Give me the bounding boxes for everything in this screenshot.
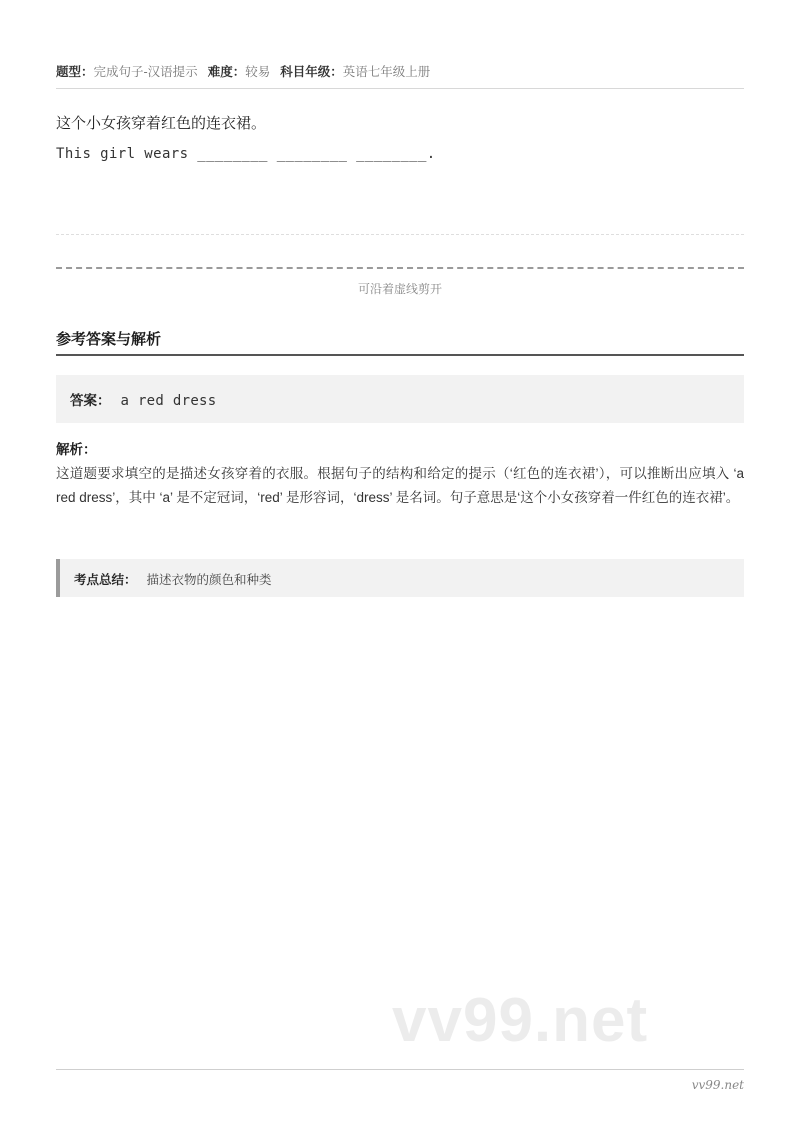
meta-divider (56, 88, 744, 89)
analysis-label: 解析： (56, 442, 97, 457)
meta-difficulty-label: 难度： (207, 65, 246, 79)
summary-box-content (74, 570, 272, 589)
answer-value: a red dress (120, 393, 217, 409)
meta-type-value: 完成句子-汉语提示 (93, 65, 198, 79)
summary-box (56, 559, 744, 597)
page-content (56, 0, 744, 1131)
analysis-text: 这道题要求填空的是描述女孩穿着的衣服。根据句子的结构和给定的提示（‘红色的连衣裙’），可以推断出应填入 ‘a red dress’，其中 ‘a’ 是不定冠词，‘red’ 是形容词，‘dress’ 是名词。句子意思是‘这个小女孩穿着一件红色的连衣裙’。 (56, 466, 744, 505)
watermark: vv99.net (392, 986, 649, 1055)
answer-label: 答案： (70, 393, 111, 408)
answer-area-divider (56, 234, 744, 235)
meta-type-label: 题型： (56, 65, 94, 79)
footer-divider (56, 1069, 744, 1070)
cut-line-note: 可沿着虚线剪开 (357, 282, 442, 296)
summary-text: 描述衣物的颜色和种类 (146, 573, 272, 587)
meta-difficulty-value: 较易 (245, 65, 271, 79)
footer-site-name: vv99.net (691, 1078, 744, 1092)
answer-box (56, 375, 744, 423)
meta-subject-label: 科目年级： (280, 65, 343, 79)
answer-section-divider (56, 354, 744, 356)
meta-subject-value: 英语七年级上册 (342, 65, 431, 79)
question-meta (56, 62, 744, 80)
answer-box-content (70, 389, 217, 410)
answer-section-title: 参考答案与解析 (56, 331, 162, 348)
question-english-blank: This girl wears ________ ________ ________. (56, 146, 436, 162)
cut-line-divider (56, 267, 744, 269)
summary-label: 考点总结： (74, 573, 137, 587)
question-chinese-prompt: 这个小女孩穿着红色的连衣裙。 (56, 115, 267, 132)
